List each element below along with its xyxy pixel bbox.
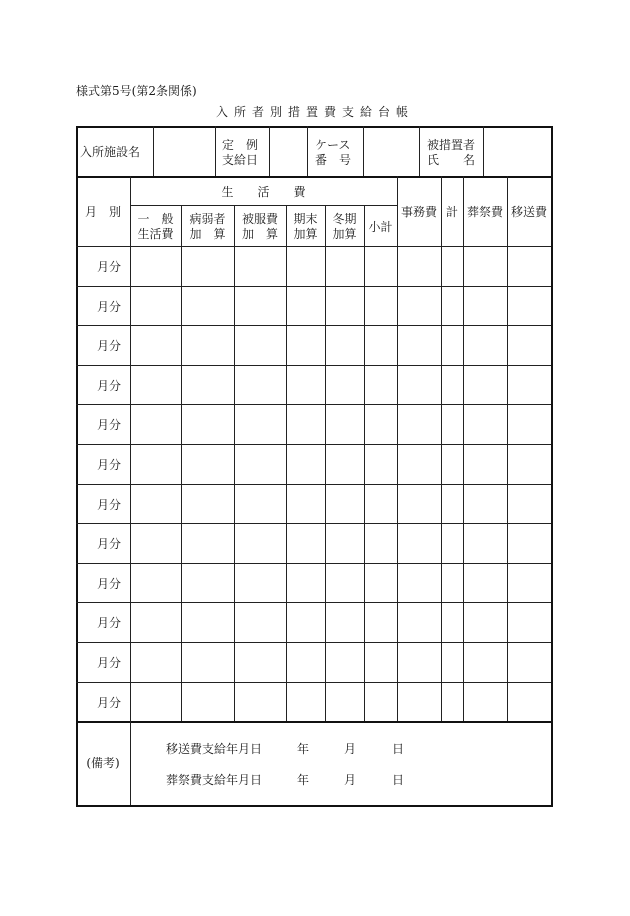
clothing-addition-header-1: 被服費	[241, 212, 278, 226]
person-label-line2: 氏 名	[427, 153, 476, 167]
table-rule	[215, 126, 216, 176]
general-living-header-1: 一 般	[137, 212, 174, 226]
transfer-date-year: 年	[297, 742, 310, 756]
funeral-cost-header: 葬祭費	[466, 205, 503, 219]
notes-label: (備考)	[86, 756, 120, 770]
table-rule	[76, 365, 551, 366]
table-rule	[76, 176, 551, 178]
table-rule	[130, 176, 131, 721]
table-rule	[130, 721, 131, 805]
table-rule	[325, 205, 326, 721]
funeral-date-year: 年	[297, 773, 310, 787]
table-rule	[76, 325, 551, 326]
month-row-label: 月分	[96, 656, 121, 670]
table-rule	[76, 126, 552, 128]
transfer-date-day: 日	[392, 742, 405, 756]
funeral-date-day: 日	[392, 773, 405, 787]
teirei-label-line2: 支給日	[222, 153, 259, 167]
winter-addition-header-2: 加算	[332, 227, 357, 241]
table-rule	[463, 176, 464, 721]
document-title: 入所者別措置費支給台帳	[215, 105, 414, 119]
table-rule	[419, 126, 420, 176]
yearend-addition-header-1: 期末	[293, 212, 318, 226]
month-column-header: 月 別	[84, 205, 121, 219]
living-cost-header: 生 活 費	[221, 185, 306, 199]
table-rule	[307, 126, 308, 176]
table-rule	[363, 126, 364, 176]
subtotal-header: 小計	[368, 220, 393, 234]
table-rule	[181, 205, 182, 721]
table-rule	[234, 205, 235, 721]
table-rule	[76, 523, 551, 524]
table-rule	[153, 126, 154, 176]
sick-addition-header-2: 加 算	[189, 227, 226, 241]
clothing-addition-header-2: 加 算	[241, 227, 278, 241]
month-row-label: 月分	[96, 260, 121, 274]
teirei-label-line1: 定 例	[222, 138, 259, 152]
table-rule	[397, 176, 398, 721]
table-rule	[364, 205, 365, 721]
month-row-label: 月分	[96, 378, 121, 393]
office-cost-header: 事務費	[400, 205, 437, 219]
table-rule	[76, 484, 551, 485]
transfer-date-month: 月	[344, 742, 357, 756]
table-rule	[76, 682, 551, 683]
table-rule	[76, 286, 551, 287]
month-row-label: 月分	[96, 299, 121, 314]
funeral-date-label: 葬祭費支給年月日	[166, 773, 263, 787]
case-label-line1: ケース	[315, 138, 351, 152]
form-number: 様式第5号(第2条関係)	[76, 84, 197, 98]
general-living-header-2: 生活費	[137, 227, 174, 241]
table-rule	[269, 126, 270, 176]
winter-addition-header-1: 冬期	[332, 212, 357, 226]
case-label-line2: 番 号	[315, 153, 352, 167]
table-rule	[507, 176, 508, 721]
month-row-label: 月分	[96, 537, 121, 552]
table-rule	[76, 404, 551, 405]
transfer-date-label: 移送費支給年月日	[166, 742, 263, 756]
table-rule	[130, 205, 397, 206]
table-rule	[76, 444, 551, 445]
table-rule	[483, 126, 484, 176]
person-label-line1: 被措置者	[427, 138, 476, 152]
facility-name-label: 入所施設名	[80, 145, 141, 159]
table-rule	[76, 126, 78, 807]
table-rule	[76, 721, 551, 723]
table-rule	[76, 602, 551, 603]
table-rule	[551, 126, 553, 807]
table-rule	[76, 563, 551, 564]
transfer-cost-header: 移送費	[510, 205, 547, 219]
month-row-label: 月分	[96, 458, 121, 472]
yearend-addition-header-2: 加算	[293, 227, 318, 241]
table-rule	[76, 246, 551, 247]
table-rule	[76, 642, 551, 643]
month-row-label: 月分	[96, 616, 121, 631]
month-row-label: 月分	[96, 339, 121, 354]
month-row-label: 月分	[96, 695, 121, 710]
month-row-label: 月分	[96, 576, 121, 591]
funeral-date-month: 月	[344, 773, 357, 787]
total-header: 計	[445, 205, 458, 219]
table-rule	[76, 805, 552, 807]
table-rule	[441, 176, 442, 721]
sick-addition-header-1: 病弱者	[189, 212, 226, 226]
table-rule	[286, 205, 287, 721]
month-row-label: 月分	[96, 497, 121, 512]
month-row-label: 月分	[96, 418, 121, 433]
